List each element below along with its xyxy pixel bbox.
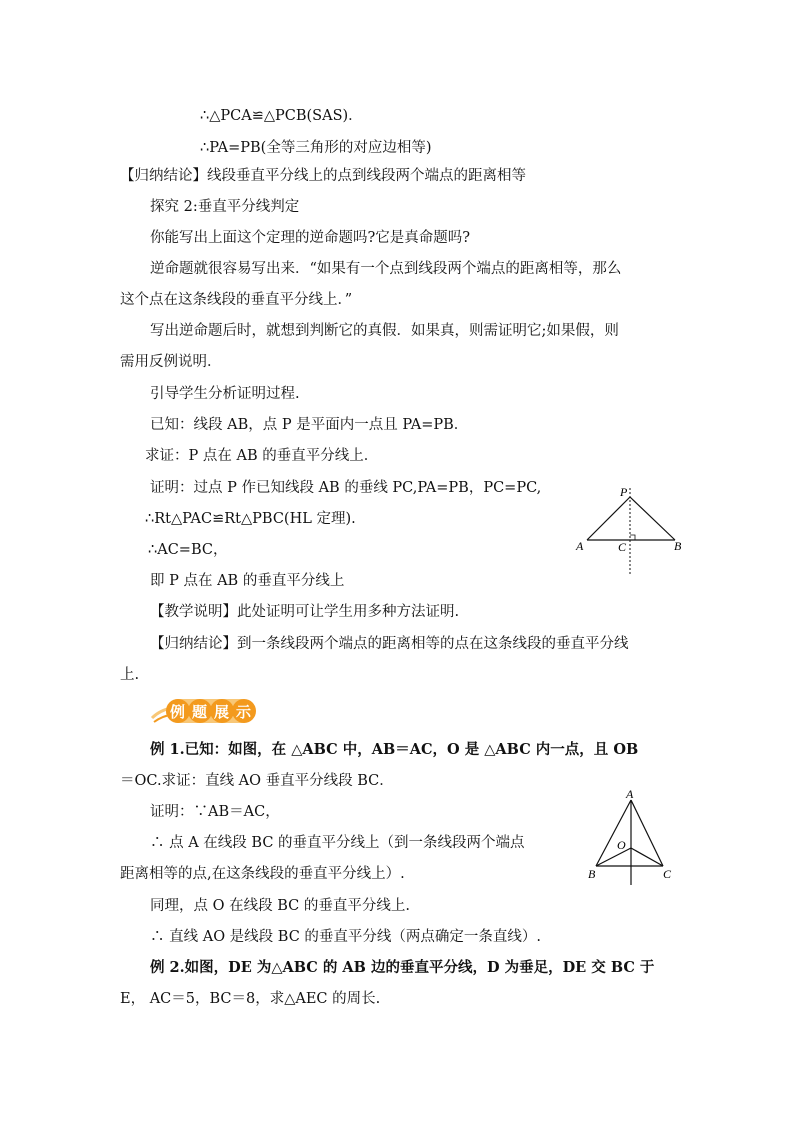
text-line: ∴Rt△PAC≌Rt△PBC(HL 定理). (145, 511, 356, 527)
text-line: ∴AC=BC， (148, 542, 228, 558)
banner-char: 题 (192, 703, 208, 721)
label-c: C (618, 540, 627, 554)
text-line: 你能写出上面这个定理的逆命题吗?它是真命题吗? (150, 230, 471, 246)
text-line: 逆命题就很容易写出来．“如果有一个点到线段两个端点的距离相等，那么 (150, 261, 622, 277)
label-b: B (588, 867, 596, 881)
text-line: ∴△PCA≌△PCB(SAS)． (200, 108, 363, 124)
text-line: 证明：∵AB＝AC， (150, 804, 280, 820)
banner-char: 示 (236, 703, 252, 721)
figure-perpendicular-bisector (570, 480, 690, 580)
label-o: O (617, 838, 626, 852)
text-line: ＝OC.求证：直线 AO 垂直平分线段 BC． (120, 773, 394, 789)
text-line: 【教学说明】此处证明可让学生用多种方法证明. (150, 604, 460, 620)
text-line: 求证：P 点在 AB 的垂直平分线上． (145, 448, 379, 464)
text-line: 需用反例说明． (120, 354, 222, 370)
text-line: 即 P 点在 AB 的垂直平分线上 (150, 573, 345, 589)
segment-ac (631, 800, 663, 866)
label-p: P (620, 485, 628, 499)
text-line: 这个点在这条线段的垂直平分线上．” (120, 292, 353, 308)
text-line: 证明：过点 P 作已知线段 AB 的垂线 PC,PA=PB，PC=PC, (150, 480, 542, 496)
text-line: 写出逆命题后时，就想到判断它的真假．如果真，则需证明它;如果假，则 (150, 323, 619, 339)
label-a: A (576, 539, 584, 553)
text-line: ∴PA=PB(全等三角形的对应边相等) (200, 140, 432, 156)
example-text: 例 1.已知：如图，在 △ABC 中，AB＝AC，O 是 △ABC 内一点，且 OB (150, 741, 639, 758)
example-text: 例 2.如图，DE 为△ABC 的 AB 边的垂直平分线，D 为垂足，DE 交 BC 于 (150, 959, 655, 976)
label-c: C (663, 867, 672, 881)
segment-pb (630, 497, 675, 540)
label-a: A (626, 788, 634, 801)
text-line: 上. (120, 667, 140, 683)
text-line (150, 740, 638, 760)
section-banner (150, 696, 260, 726)
label-b: B (674, 539, 682, 553)
text-line: 引导学生分析证明过程. (150, 386, 300, 402)
text-line: 同理，点 O 在线段 BC 的垂直平分线上. (150, 898, 410, 914)
figure-isosceles-triangle (583, 788, 683, 888)
text-line: 探究 2:垂直平分线判定 (150, 199, 300, 215)
text-line: E， AC＝5，BC＝8，求△AEC 的周长. (120, 991, 381, 1007)
text-line: 【归纳结论】到一条线段两个端点的距离相等的点在这条线段的垂直平分线 (150, 636, 629, 652)
segment-pa (587, 497, 630, 540)
text-line: ∴ 直线 AO 是线段 BC 的垂直平分线（两点确定一条直线）. (150, 929, 542, 945)
banner-char: 展 (214, 703, 230, 721)
banner-char: 例 (170, 703, 186, 721)
text-line: 【归纳结论】线段垂直平分线上的点到线段两个端点的距离相等 (120, 168, 526, 184)
text-line: 距离相等的点,在这条线段的垂直平分线上）. (120, 866, 405, 882)
text-line: 已知：线段 AB，点 P 是平面内一点且 PA=PB． (150, 417, 469, 433)
right-angle-mark (630, 535, 635, 540)
text-line: ∴ 点 A 在线段 BC 的垂直平分线上（到一条线段两个端点 (150, 835, 525, 851)
segment-ab (596, 800, 631, 866)
text-line (150, 958, 654, 978)
